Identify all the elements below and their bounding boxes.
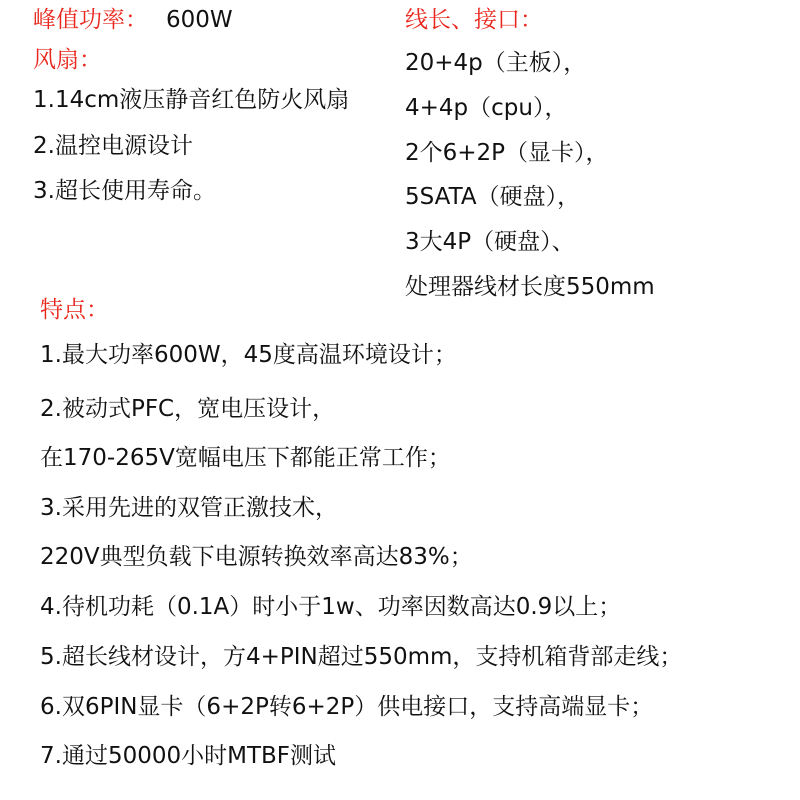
feature-line: 220V典型负载下电源转换效率高达83%；: [40, 544, 473, 570]
fan-item: 3.超长使用寿命。: [33, 178, 216, 204]
feature-line: 在170-265V宽幅电压下都能正常工作；: [40, 445, 451, 471]
feature-line: 2.被动式PFC，宽电压设计，: [40, 396, 336, 422]
fan-item: 2.温控电源设计: [33, 133, 193, 159]
cable-item: 4+4p（cpu），: [405, 95, 568, 121]
cable-item: 5SATA（硬盘），: [405, 184, 581, 210]
fan-heading: 风扇：: [33, 47, 102, 73]
cables-heading: 线长、接口：: [405, 7, 543, 33]
cable-item: 3大4P（硬盘）、: [405, 229, 575, 255]
feature-line: 6.双6PIN显卡（6+2P转6+2P）供电接口，支持高端显卡；: [40, 694, 654, 720]
feature-line: 3.采用先进的双管正激技术，: [40, 495, 338, 521]
cable-item: 2个6+2P（显卡），: [405, 140, 609, 166]
fan-item: 1.14cm液压静音红色防火风扇: [33, 87, 350, 113]
feature-line: 7.通过50000小时MTBF测试: [40, 743, 337, 769]
feature-line: 5.超长线材设计，方4+PIN超过550mm，支持机箱背部走线；: [40, 644, 683, 670]
peak-power-label: 峰值功率：: [33, 7, 148, 33]
features-heading: 特点：: [40, 297, 109, 323]
feature-line: 1.最大功率600W，45度高温环境设计；: [40, 342, 457, 368]
cable-item: 20+4p（主板），: [405, 50, 587, 76]
cable-item: 处理器线材长度550mm: [405, 274, 655, 300]
peak-power-value: 600W: [166, 7, 233, 33]
feature-line: 4.待机功耗（0.1A）时小于1w、功率因数高达0.9以上；: [40, 594, 622, 620]
